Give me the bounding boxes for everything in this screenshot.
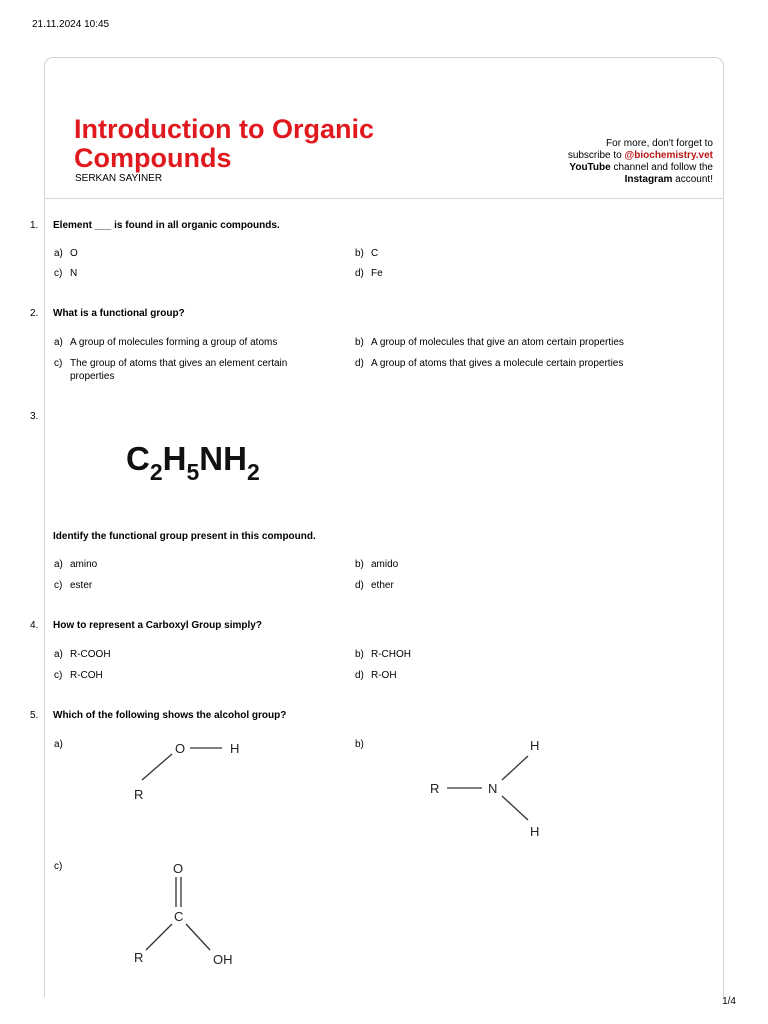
option-4c[interactable] bbox=[54, 669, 334, 682]
youtube-label: YouTube bbox=[569, 162, 611, 173]
option-letter: c) bbox=[54, 358, 63, 369]
option-letter: b) bbox=[355, 649, 364, 660]
promo-line-3: channel and follow the bbox=[610, 162, 713, 173]
atom-label: O bbox=[173, 861, 184, 876]
option-letter: a) bbox=[54, 559, 63, 570]
option-2c[interactable] bbox=[54, 357, 329, 383]
print-date: 21.11.2024 10:45 bbox=[32, 19, 110, 30]
option-text: ester bbox=[70, 580, 93, 591]
option-letter: c) bbox=[54, 580, 63, 591]
option-2d[interactable] bbox=[355, 357, 700, 370]
option-3d[interactable] bbox=[355, 579, 695, 592]
option-text: R-COOH bbox=[70, 649, 111, 660]
option-letter: b) bbox=[355, 739, 364, 750]
promo-line-4: account! bbox=[672, 174, 713, 185]
atom-label: R bbox=[430, 781, 440, 796]
formula-amine: NH bbox=[199, 440, 247, 477]
question-text: Element ___ is found in all organic compounds. bbox=[53, 220, 280, 231]
formula-hydrogen: H bbox=[162, 440, 187, 477]
formula-sub: 2 bbox=[149, 459, 163, 485]
option-letter: a) bbox=[54, 649, 63, 660]
option-1d[interactable] bbox=[355, 267, 695, 280]
option-3c[interactable] bbox=[54, 579, 334, 592]
option-4a[interactable] bbox=[54, 648, 334, 661]
option-4d[interactable] bbox=[355, 669, 695, 682]
option-2a[interactable] bbox=[54, 336, 334, 349]
option-text: A group of molecules that give an atom certain properties bbox=[371, 337, 624, 348]
question-text: How to represent a Carboxyl Group simply? bbox=[53, 620, 262, 631]
carboxyl-structure-diagram[interactable] bbox=[128, 858, 248, 970]
amine-structure-diagram[interactable] bbox=[424, 734, 564, 842]
instagram-label: Instagram bbox=[624, 174, 673, 185]
author-name: SERKAN SAYINER bbox=[75, 173, 163, 184]
option-letter: a) bbox=[54, 739, 63, 750]
option-text: R-COH bbox=[70, 670, 103, 681]
atom-label: H bbox=[530, 824, 540, 839]
option-1b[interactable] bbox=[355, 247, 695, 260]
option-letter: c) bbox=[54, 670, 63, 681]
atom-label: N bbox=[488, 781, 498, 796]
option-text: N bbox=[70, 268, 78, 279]
question-text: What is a functional group? bbox=[53, 308, 185, 319]
promo-line-1: For more, don't forget to bbox=[606, 138, 713, 149]
option-text: The group of atoms that gives an element certain properties bbox=[70, 358, 288, 382]
promo-line-2: subscribe to bbox=[567, 150, 625, 161]
alcohol-structure-diagram[interactable] bbox=[128, 736, 258, 806]
atom-label: OH bbox=[213, 952, 233, 967]
question-number: 4. bbox=[30, 620, 39, 631]
option-1a[interactable] bbox=[54, 247, 334, 260]
option-text: C bbox=[371, 248, 379, 259]
atom-label: R bbox=[134, 950, 144, 965]
option-letter: b) bbox=[355, 559, 364, 570]
option-text: R-CHOH bbox=[371, 649, 411, 660]
option-text: amido bbox=[371, 559, 399, 570]
atom-label: O bbox=[175, 741, 186, 756]
option-letter: c) bbox=[54, 861, 63, 872]
option-letter: b) bbox=[355, 248, 364, 259]
option-letter: d) bbox=[355, 580, 364, 591]
option-letter: a) bbox=[54, 337, 63, 348]
option-text: ether bbox=[371, 580, 394, 591]
atom-label: H bbox=[530, 738, 540, 753]
atom-label: H bbox=[230, 741, 240, 756]
question-number: 1. bbox=[30, 220, 39, 231]
option-text: amino bbox=[70, 559, 98, 570]
question-text: Identify the functional group present in this compound. bbox=[53, 531, 316, 542]
option-text: Fe bbox=[371, 268, 383, 279]
page-title: Introduction to Organic Compounds bbox=[74, 114, 374, 173]
promo-note bbox=[513, 138, 713, 186]
question-text: Which of the following shows the alcohol group? bbox=[53, 710, 287, 721]
option-letter: d) bbox=[355, 268, 364, 279]
atom-label: R bbox=[134, 787, 144, 802]
quiz-sheet bbox=[44, 57, 724, 997]
option-text: A group of molecules forming a group of atoms bbox=[70, 337, 278, 348]
formula-sub: 2 bbox=[246, 459, 260, 485]
option-letter: d) bbox=[355, 358, 364, 369]
option-letter: b) bbox=[355, 337, 364, 348]
question-number: 5. bbox=[30, 710, 39, 721]
option-text: A group of atoms that gives a molecule certain properties bbox=[371, 358, 624, 369]
option-4b[interactable] bbox=[355, 648, 695, 661]
formula-sub: 5 bbox=[186, 459, 200, 485]
page-number: 1/4 bbox=[722, 996, 736, 1007]
option-2b[interactable] bbox=[355, 336, 700, 349]
option-3a[interactable] bbox=[54, 558, 334, 571]
option-1c[interactable] bbox=[54, 267, 334, 280]
question-number: 2. bbox=[30, 308, 39, 319]
option-letter: a) bbox=[54, 248, 63, 259]
option-letter: c) bbox=[54, 268, 63, 279]
option-3b[interactable] bbox=[355, 558, 695, 571]
option-text: O bbox=[70, 248, 78, 259]
question-number: 3. bbox=[30, 411, 39, 422]
compound-formula bbox=[126, 440, 260, 485]
option-letter: d) bbox=[355, 670, 364, 681]
quiz-header bbox=[45, 58, 723, 199]
option-text: R-OH bbox=[371, 670, 397, 681]
social-handle[interactable]: @biochemistry.vet bbox=[624, 150, 713, 161]
atom-label: C bbox=[174, 909, 184, 924]
formula-carbon: C bbox=[126, 440, 150, 477]
